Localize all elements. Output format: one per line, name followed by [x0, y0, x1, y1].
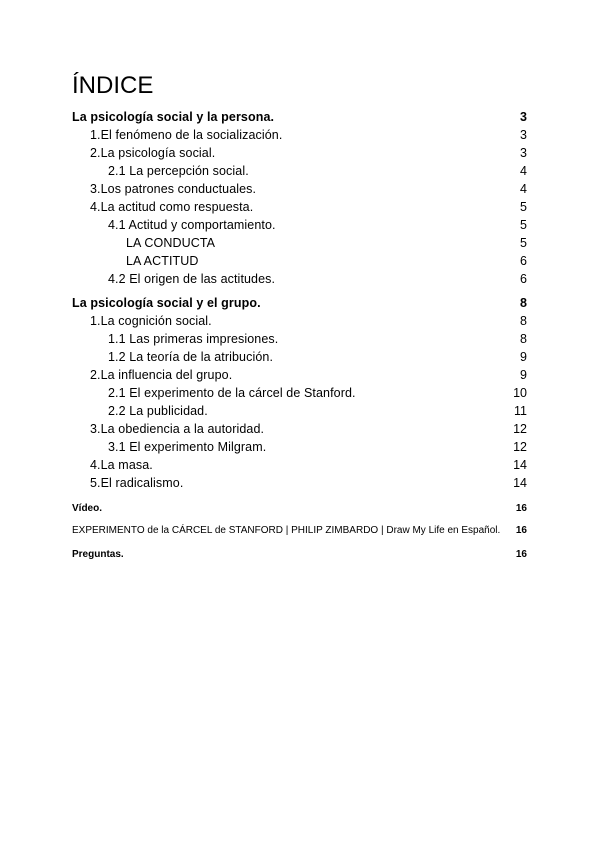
- toc-entry-label: Vídeo.: [72, 503, 103, 514]
- toc-entry-video[interactable]: [72, 502, 527, 516]
- toc-entry-page: 8: [520, 296, 527, 310]
- toc-entry-questions[interactable]: [72, 548, 527, 562]
- toc-entry-label: 3.La obediencia a la autoridad.: [90, 422, 265, 436]
- toc-entry[interactable]: [72, 420, 527, 438]
- toc-entry-label: EXPERIMENTO de la CÁRCEL de STANFORD | PHILIP ZIMBARDO | Draw My Life en Español.: [72, 525, 501, 536]
- toc-entry-label: 2.2 La publicidad.: [108, 404, 208, 418]
- toc-entry-page: 16: [515, 549, 527, 560]
- toc-entry-page: 12: [513, 440, 527, 454]
- toc-entry-page: 4: [520, 164, 527, 178]
- toc-section-heading[interactable]: [72, 294, 527, 312]
- toc-entry[interactable]: [72, 216, 527, 234]
- toc-entry[interactable]: [72, 456, 527, 474]
- table-of-contents: [72, 106, 527, 562]
- toc-entry[interactable]: [72, 402, 527, 420]
- toc-entry[interactable]: [72, 252, 527, 270]
- toc-entry-label: 4.La actitud como respuesta.: [90, 200, 254, 214]
- toc-entry[interactable]: [72, 312, 527, 330]
- toc-sections: [72, 108, 527, 492]
- toc-entry[interactable]: [72, 330, 527, 348]
- page-title: ÍNDICE: [72, 72, 154, 99]
- toc-entry-page: 9: [520, 350, 527, 364]
- toc-entry-page: 3: [520, 146, 527, 160]
- toc-entry-page: 16: [515, 503, 527, 514]
- toc-entry-page: 14: [513, 458, 527, 472]
- toc-entry-page: 16: [515, 525, 527, 536]
- toc-entry-label: 2.1 La percepción social.: [108, 164, 249, 178]
- toc-entry-label: 3.1 El experimento Milgram.: [108, 440, 267, 454]
- toc-entry-label: 2.La influencia del grupo.: [90, 368, 233, 382]
- toc-entry[interactable]: [72, 366, 527, 384]
- toc-entry-label: La psicología social y la persona.: [72, 110, 275, 124]
- toc-entry[interactable]: [72, 144, 527, 162]
- toc-entry-label: 5.El radicalismo.: [90, 476, 184, 490]
- toc-entry[interactable]: [72, 162, 527, 180]
- toc-entry-page: 5: [520, 218, 527, 232]
- toc-entry[interactable]: [72, 234, 527, 252]
- toc-entry-video-link[interactable]: [72, 524, 527, 538]
- toc-entry-label: LA CONDUCTA: [126, 236, 216, 250]
- toc-entry-label: 1.1 Las primeras impresiones.: [108, 332, 279, 346]
- toc-entry-page: 6: [520, 254, 527, 268]
- toc-entry-page: 11: [514, 404, 527, 418]
- toc-entry-label: 1.La cognición social.: [90, 314, 212, 328]
- toc-section-heading[interactable]: [72, 108, 527, 126]
- toc-entry-page: 5: [520, 236, 527, 250]
- toc-entry-label: 2.1 El experimento de la cárcel de Stanford.: [108, 386, 356, 400]
- toc-entry-page: 3: [520, 128, 527, 142]
- toc-entry-label: 3.Los patrones conductuales.: [90, 182, 257, 196]
- toc-entry[interactable]: [72, 126, 527, 144]
- toc-entry-page: 10: [513, 386, 527, 400]
- toc-entry-label: LA ACTITUD: [126, 254, 199, 268]
- toc-entry-label: La psicología social y el grupo.: [72, 296, 261, 310]
- toc-entry-page: 8: [520, 332, 527, 346]
- toc-entry-page: 12: [513, 422, 527, 436]
- toc-entry-page: 3: [520, 110, 527, 124]
- toc-entry[interactable]: [72, 270, 527, 288]
- toc-entry-label: 1.2 La teoría de la atribución.: [108, 350, 274, 364]
- toc-entry-page: 5: [520, 200, 527, 214]
- toc-entry-label: 4.1 Actitud y comportamiento.: [108, 218, 276, 232]
- toc-entry[interactable]: [72, 474, 527, 492]
- toc-entry-label: 4.2 El origen de las actitudes.: [108, 272, 276, 286]
- toc-entry[interactable]: [72, 438, 527, 456]
- toc-entry-page: 8: [520, 314, 527, 328]
- toc-entry-label: Preguntas.: [72, 549, 124, 560]
- toc-entry-label: 2.La psicología social.: [90, 146, 216, 160]
- toc-entry-page: 9: [520, 368, 527, 382]
- toc-entry-label: 4.La masa.: [90, 458, 153, 472]
- toc-entry-page: 6: [520, 272, 527, 286]
- toc-entry[interactable]: [72, 198, 527, 216]
- toc-entry-page: 4: [520, 182, 527, 196]
- toc-entry-page: 14: [513, 476, 527, 490]
- toc-entry[interactable]: [72, 180, 527, 198]
- toc-entry-label: 1.El fenómeno de la socialización.: [90, 128, 283, 142]
- toc-entry[interactable]: [72, 384, 527, 402]
- toc-entry[interactable]: [72, 348, 527, 366]
